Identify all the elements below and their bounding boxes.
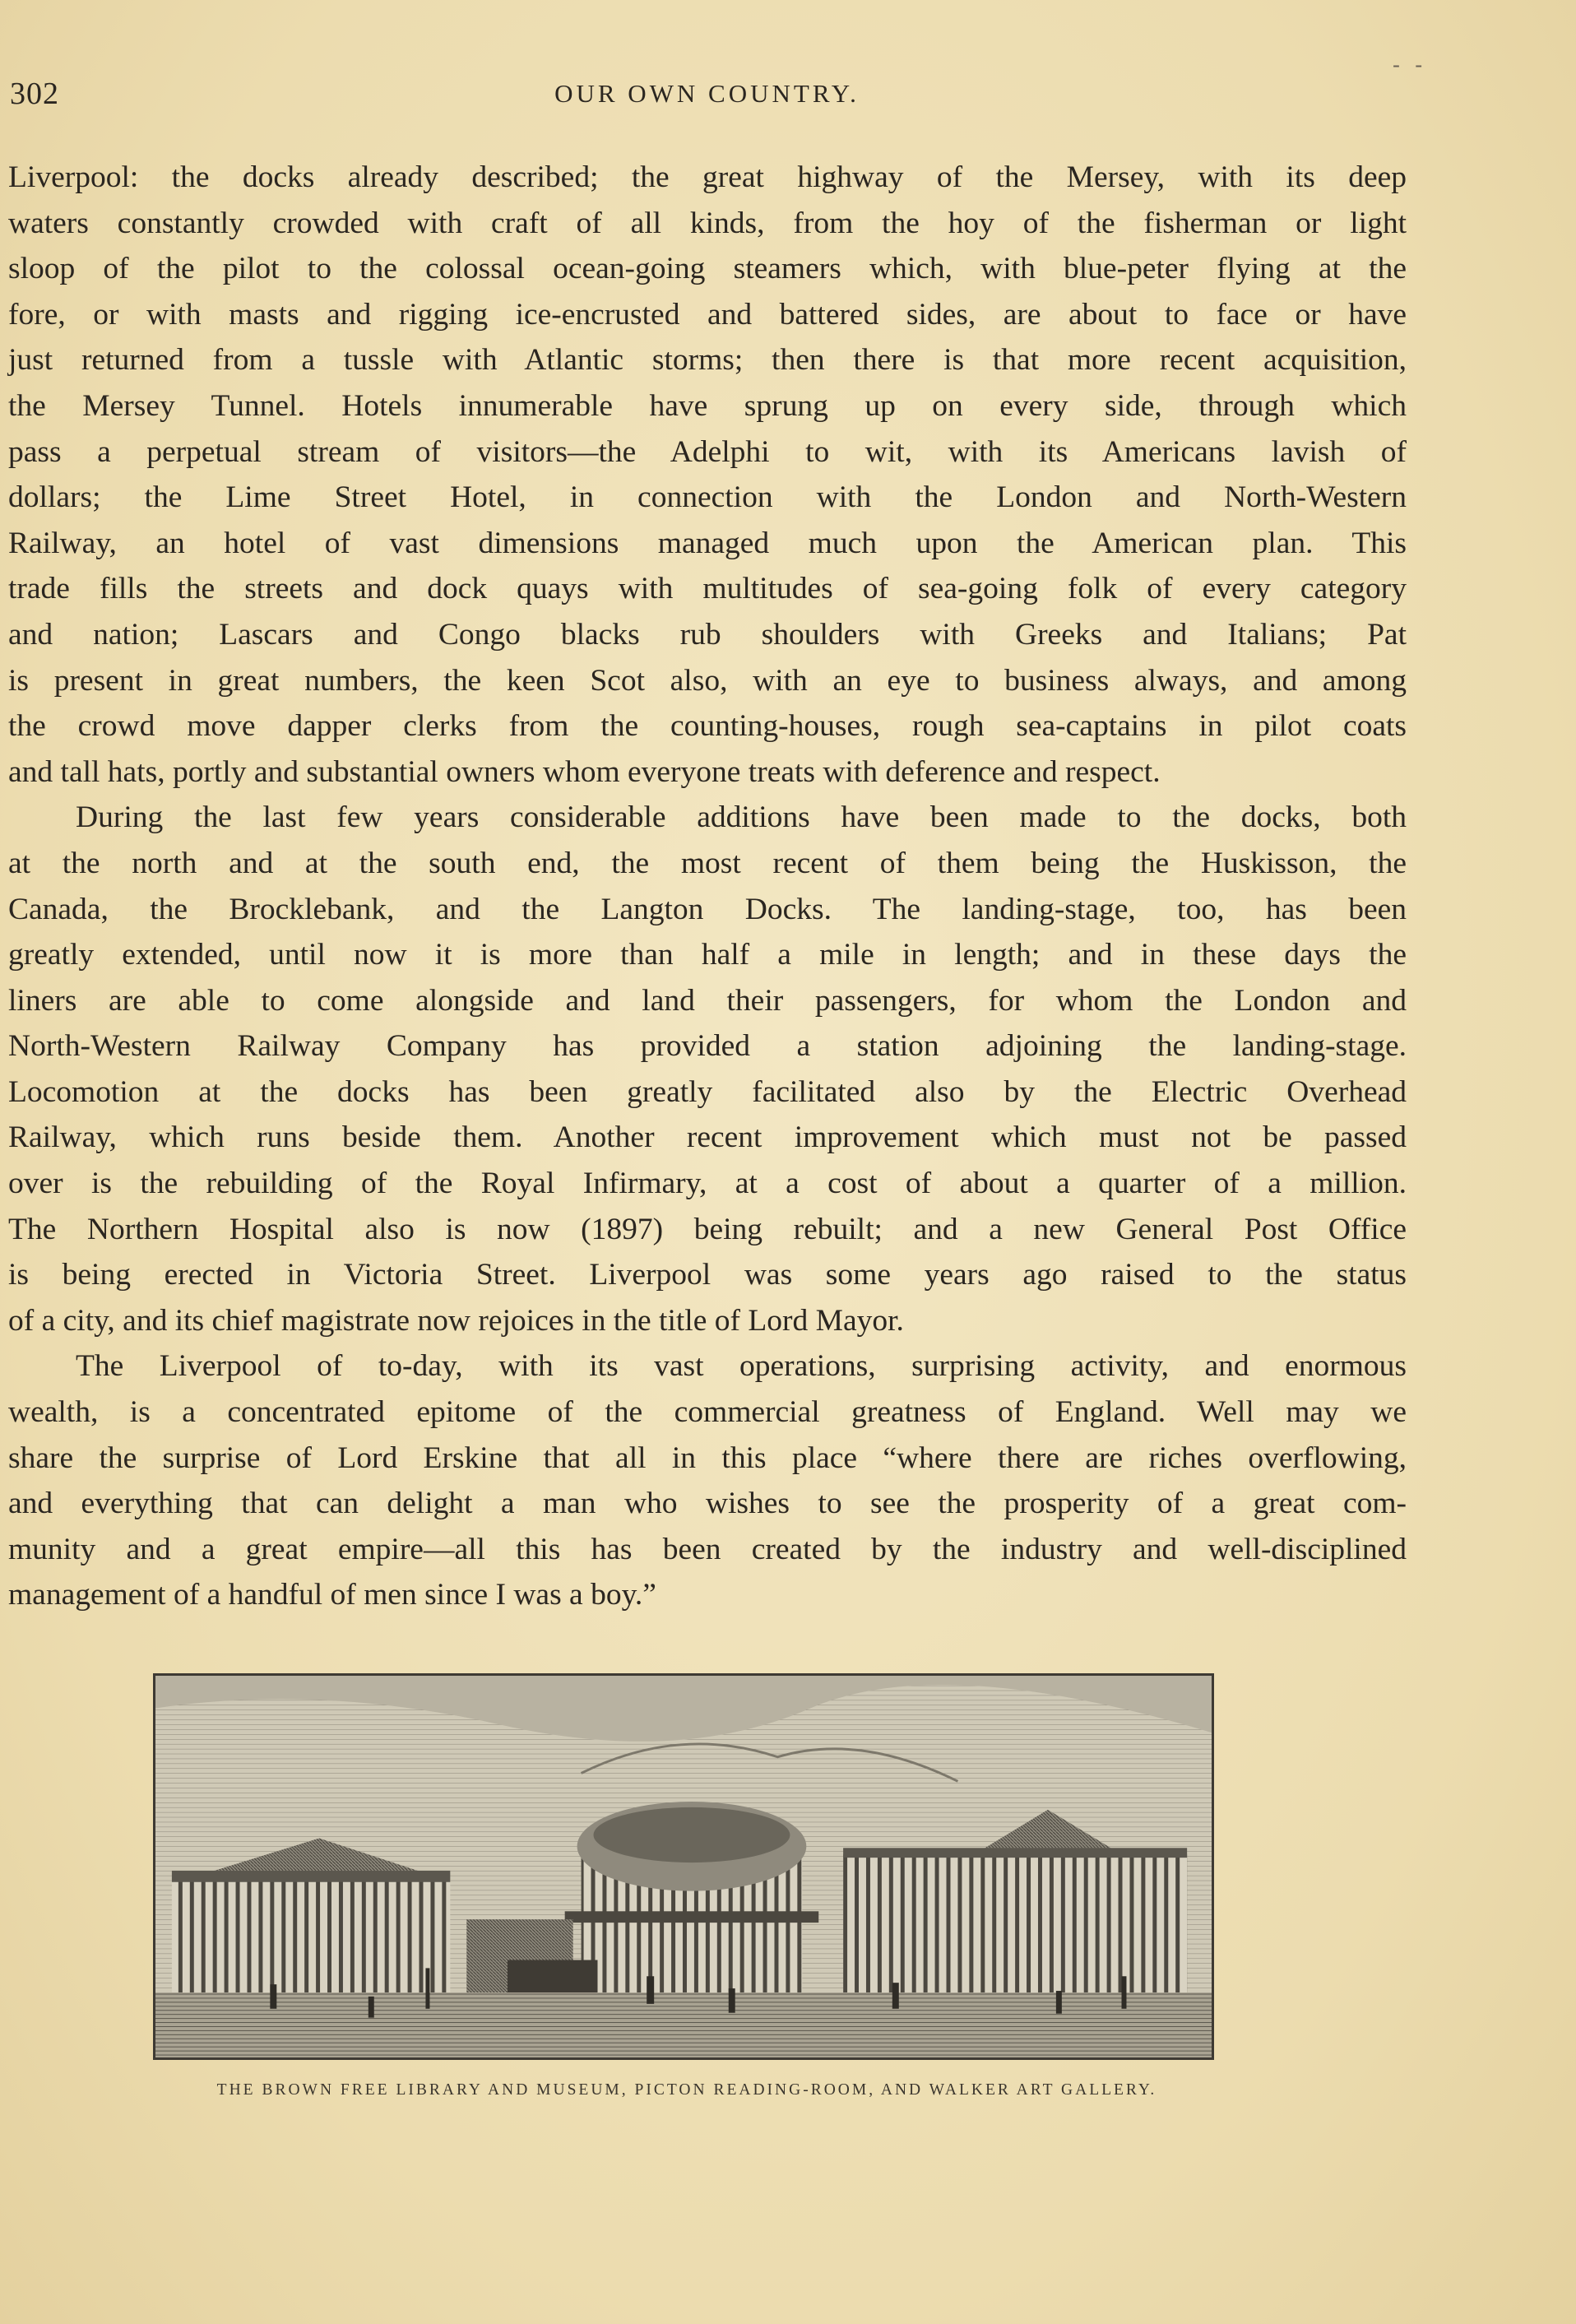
- text-line: is present in great numbers, the keen Scot also, with an eye to business always, and among: [8, 663, 1407, 698]
- text-line: is being erected in Victoria Street. Liverpool was some years ago raised to the status: [8, 1258, 1407, 1292]
- text-line: and tall hats, portly and substantial owners whom everyone treats with deference and respect.: [8, 754, 1161, 789]
- paragraph: [8, 1343, 1407, 1618]
- text-line: greatly extended, until now it is more than half a mile in length; and in these days the: [8, 938, 1407, 972]
- text-line: fore, or with masts and rigging ice-encrusted and battered sides, are about to face or have: [8, 297, 1407, 332]
- text-line: munity and a great empire—all this has been created by the industry and well-disciplined: [8, 1532, 1407, 1566]
- text-line: North-Western Railway Company has provided a station adjoining the landing-stage.: [8, 1029, 1407, 1064]
- text-line: waters constantly crowded with craft of all kinds, from the hoy of the fisherman or light: [8, 206, 1407, 240]
- page-number: 302: [10, 77, 59, 111]
- text-line: Liverpool: the docks already described; the great highway of the Mersey, with its deep: [8, 160, 1407, 194]
- body-text: [8, 155, 1407, 1618]
- paragraph: [8, 155, 1407, 795]
- text-line: wealth, is a concentrated epitome of the commercial greatness of England. Well may we: [8, 1395, 1407, 1430]
- corner-mark: - -: [1393, 53, 1427, 77]
- text-line: share the surprise of Lord Erskine that all in this place “where there are riches overflowing,: [8, 1440, 1407, 1475]
- text-line: Canada, the Brocklebank, and the Langton Docks. The landing-stage, too, has been: [8, 892, 1407, 926]
- text-line: over is the rebuilding of the Royal Infirmary, at a cost of about a quarter of a million.: [8, 1167, 1407, 1201]
- engraving-image: [155, 1676, 1212, 2057]
- text-line: The Liverpool of to-day, with its vast operations, surprising activity, and enormous: [76, 1349, 1407, 1384]
- text-line: Railway, an hotel of vast dimensions managed much upon the American plan. This: [8, 526, 1407, 560]
- text-line: the crowd move dapper clerks from the counting-houses, rough sea-captains in pilot coats: [8, 709, 1407, 744]
- paragraph: [8, 795, 1407, 1343]
- text-line: dollars; the Lime Street Hotel, in connection with the London and North-Western: [8, 480, 1407, 515]
- illustration-caption: THE BROWN FREE LIBRARY AND MUSEUM, PICTON READING-ROOM, AND WALKER ART GALLERY.: [216, 2081, 1157, 2099]
- text-line: Locomotion at the docks has been greatly facilitated also by the Electric Overhead: [8, 1074, 1407, 1109]
- text-line: The Northern Hospital also is now (1897) being rebuilt; and a new General Post Office: [8, 1212, 1407, 1246]
- text-line: and nation; Lascars and Congo blacks rub shoulders with Greeks and Italians; Pat: [8, 617, 1407, 652]
- text-line: just returned from a tussle with Atlantic storms; then there is that more recent acquisition,: [8, 343, 1407, 378]
- text-line: sloop of the pilot to the colossal ocean-going steamers which, with blue-peter flying at the: [8, 252, 1407, 286]
- text-line: the Mersey Tunnel. Hotels innumerable have sprung up on every side, through which: [8, 388, 1407, 423]
- engraving-illustration: [153, 1673, 1214, 2060]
- text-line: of a city, and its chief magistrate now rejoices in the title of Lord Mayor.: [8, 1303, 904, 1338]
- running-title: OUR OWN COUNTRY.: [554, 79, 860, 108]
- text-line: trade fills the streets and dock quays with multitudes of sea-going folk of every category: [8, 572, 1407, 606]
- text-line: and everything that can delight a man who wishes to see the prosperity of a great com-: [8, 1487, 1407, 1521]
- text-line: Railway, which runs beside them. Another recent improvement which must not be passed: [8, 1120, 1407, 1155]
- text-line: at the north and at the south end, the most recent of them being the Huskisson, the: [8, 846, 1407, 880]
- text-line: management of a handful of men since I was a boy.”: [8, 1578, 656, 1612]
- page-header: [10, 53, 1427, 117]
- text-line: liners are able to come alongside and land their passengers, for whom the London and: [8, 983, 1407, 1018]
- text-line: pass a perpetual stream of visitors—the Adelphi to wit, with its Americans lavish of: [8, 434, 1407, 469]
- text-line: During the last few years considerable additions have been made to the docks, both: [76, 800, 1407, 835]
